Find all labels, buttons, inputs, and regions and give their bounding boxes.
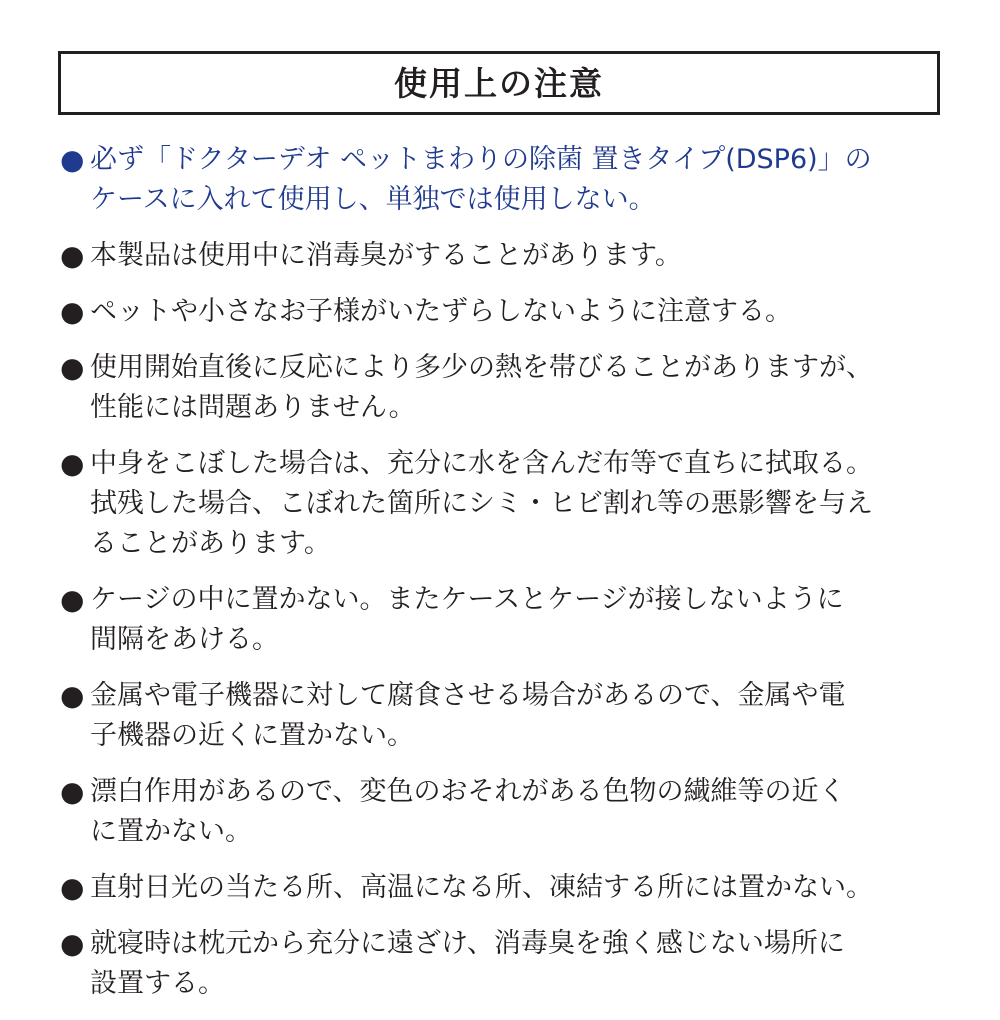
caution-text	[90, 676, 950, 756]
bullet-icon: ●	[60, 871, 85, 904]
caution-text-line: 直射日光の当たる所、高温になる所、凍結する所には置かない。	[90, 872, 873, 903]
caution-item	[60, 676, 950, 756]
page-title: 使用上の注意	[394, 63, 604, 103]
bullet-icon: ●	[60, 583, 85, 616]
caution-text	[90, 236, 950, 276]
caution-text-line: 就寝時は枕元から充分に遠ざけ、消毒臭を強く感じない場所に	[90, 928, 845, 959]
bullet-icon: ●	[60, 351, 85, 384]
caution-item	[60, 580, 950, 660]
caution-text	[90, 292, 950, 332]
caution-text-line: に置かない。	[90, 816, 252, 847]
caution-text-line: 間隔をあける。	[90, 624, 279, 655]
bullet-icon: ●	[60, 295, 85, 328]
caution-text-line: 設置する。	[90, 968, 225, 999]
caution-item	[60, 292, 950, 332]
caution-item	[60, 924, 950, 1004]
caution-text	[90, 580, 950, 660]
caution-text	[90, 140, 950, 220]
caution-text-line: 金属や電子機器に対して腐食させる場合があるので、金属や電	[90, 680, 846, 711]
caution-text	[90, 868, 950, 908]
caution-text-line: 子機器の近くに置かない。	[90, 720, 414, 751]
caution-text-line: 必ず「ドクターデオ ペットまわりの除菌 置きタイプ(DSP6)」の	[90, 144, 872, 175]
caution-text-line: 性能には問題ありません。	[90, 392, 416, 423]
bullet-icon: ●	[60, 679, 85, 712]
caution-text-line: 拭残した場合、こぼれた箇所にシミ・ヒビ割れ等の悪影響を与え	[90, 488, 873, 519]
caution-text-line: ケースに入れて使用し、単独では使用しない。	[90, 184, 656, 215]
bullet-icon: ●	[60, 143, 85, 176]
caution-text	[90, 924, 950, 1004]
caution-text-line: 中身をこぼした場合は、充分に水を含んだ布等で直ちに拭取る。	[90, 448, 873, 479]
caution-text	[90, 444, 950, 564]
caution-text-line: 漂白作用があるので、変色のおそれがある色物の繊維等の近く	[90, 776, 846, 807]
caution-list	[60, 140, 950, 1020]
bullet-icon: ●	[60, 927, 85, 960]
caution-item	[60, 140, 950, 220]
caution-item	[60, 868, 950, 908]
bullet-icon: ●	[60, 239, 85, 272]
caution-item	[60, 236, 950, 276]
caution-text-line: ペットや小さなお子様がいたずらしないように注意する。	[90, 296, 792, 327]
caution-text-line: ることがあります。	[90, 528, 331, 559]
caution-text-line: 本製品は使用中に消毒臭がすることがあります。	[90, 240, 682, 271]
caution-item	[60, 348, 950, 428]
caution-text	[90, 348, 950, 428]
caution-text-line: ケージの中に置かない。またケースとケージが接しないように	[90, 584, 844, 615]
caution-item	[60, 444, 950, 564]
caution-text-line: 使用開始直後に反応により多少の熱を帯びることがありますが、	[90, 352, 873, 383]
bullet-icon: ●	[60, 775, 85, 808]
title-box	[58, 51, 940, 115]
caution-item	[60, 772, 950, 852]
bullet-icon: ●	[60, 447, 85, 480]
caution-text	[90, 772, 950, 852]
